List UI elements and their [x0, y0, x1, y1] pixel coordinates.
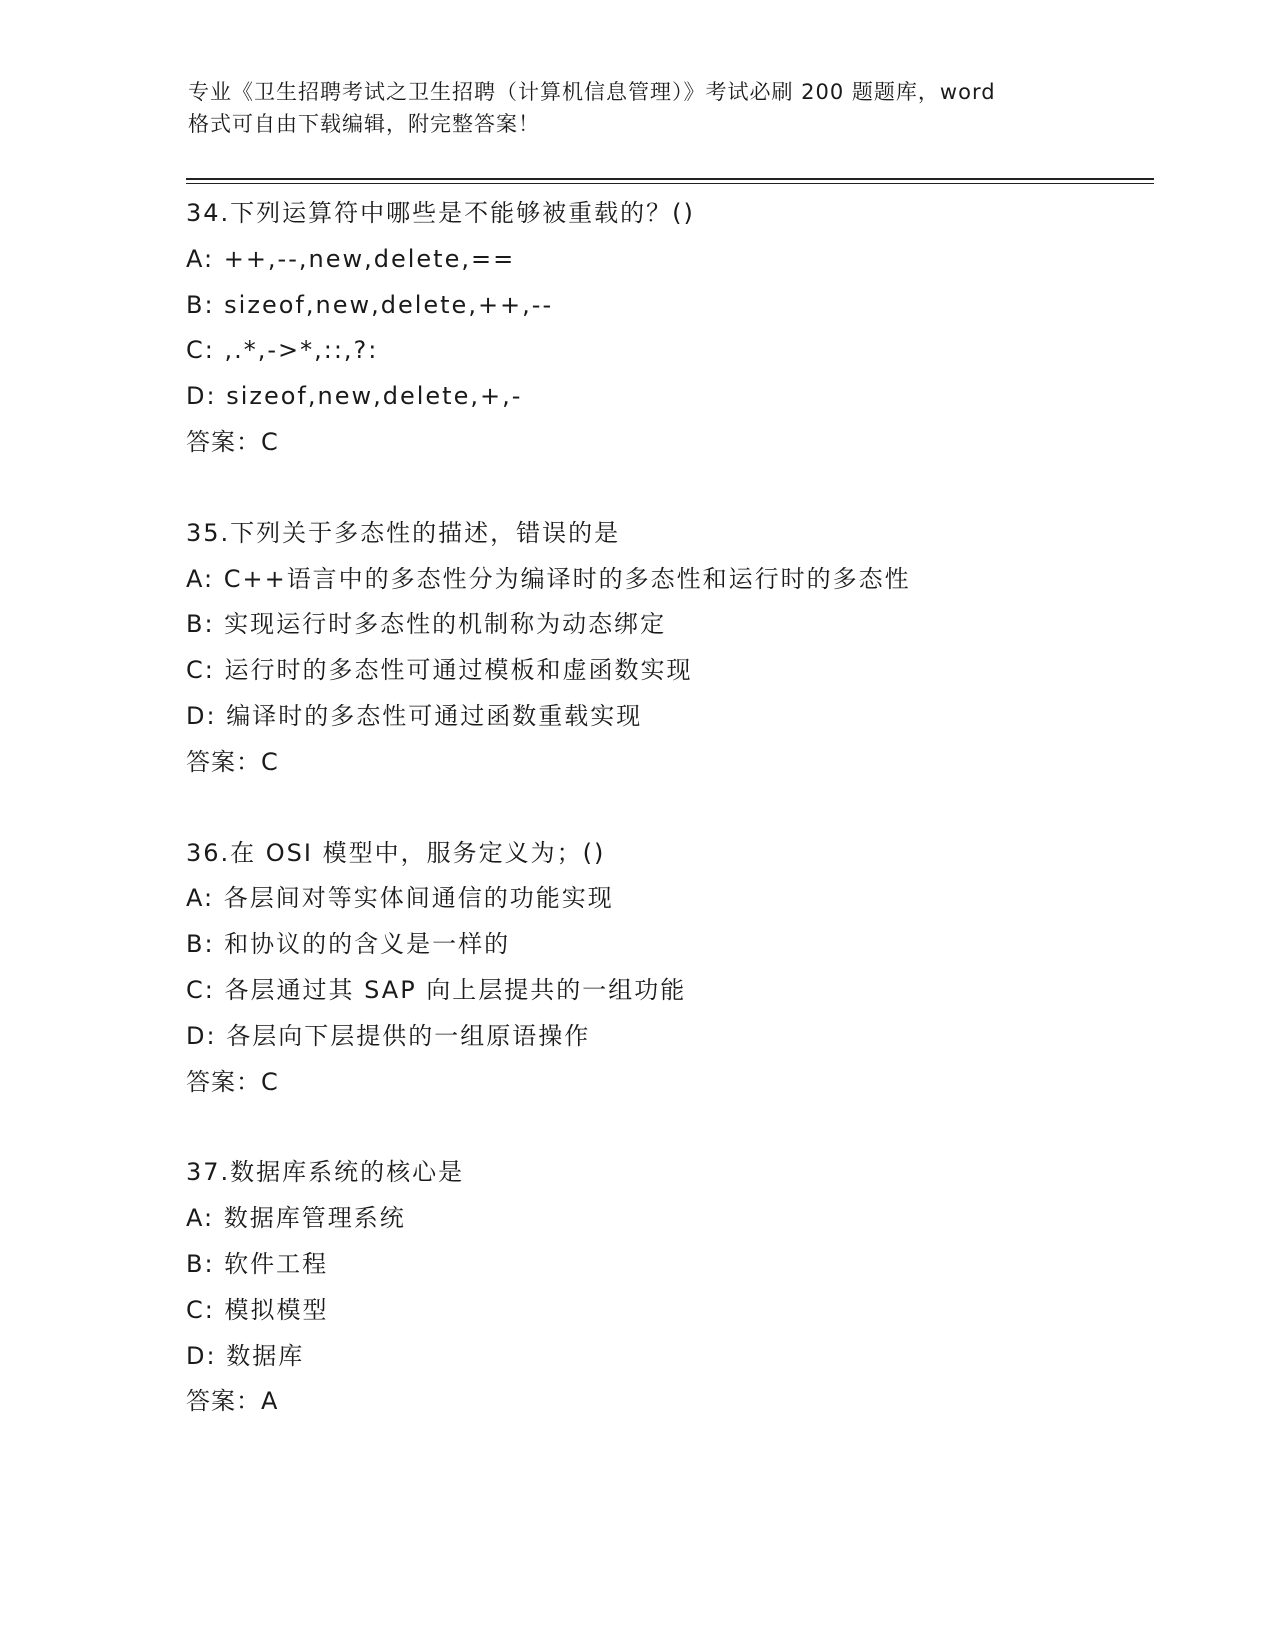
- document-header: [188, 76, 1108, 140]
- header-divider-thin: [186, 183, 1154, 184]
- option-c: C: 模拟模型: [186, 1295, 329, 1324]
- option-d: D: 数据库: [186, 1341, 305, 1370]
- option-a: A: ++,--,new,delete,==: [186, 244, 516, 273]
- answer-label: 答案：C: [186, 1067, 279, 1096]
- header-divider-thick: [186, 178, 1154, 180]
- question-stem: 34.下列运算符中哪些是不能够被重载的？(): [186, 199, 695, 227]
- option-d: D: sizeof,new,delete,+,-: [186, 382, 523, 411]
- header-line-2: 格式可自由下载编辑，附完整答案！: [188, 112, 540, 136]
- option-c: C: ,.*,->*,::,?:: [186, 336, 379, 365]
- answer-label: 答案：C: [186, 427, 279, 456]
- option-c: C: 各层通过其 SAP 向上层提共的一组功能: [186, 975, 687, 1004]
- option-a: A: 各层间对等实体间通信的功能实现: [186, 884, 614, 913]
- answer-label: 答案：C: [186, 747, 279, 776]
- option-d: D: 编译时的多态性可通过函数重载实现: [186, 701, 643, 730]
- question-36: [186, 831, 1154, 1106]
- option-b: B: 和协议的的含义是一样的: [186, 930, 511, 959]
- option-a: A: C++语言中的多态性分为编译时的多态性和运行时的多态性: [186, 564, 911, 593]
- option-c: C: 运行时的多态性可通过模板和虚函数实现: [186, 656, 693, 685]
- option-d: D: 各层向下层提供的一组原语操作: [186, 1021, 591, 1050]
- question-stem: 37.数据库系统的核心是: [186, 1158, 465, 1187]
- option-b: B: 软件工程: [186, 1249, 329, 1278]
- question-34: [186, 191, 1154, 466]
- option-b: B: sizeof,new,delete,++,--: [186, 290, 554, 319]
- question-list: [186, 191, 1154, 1470]
- header-line-1: 专业《卫生招聘考试之卫生招聘（计算机信息管理）》考试必刷 200 题题库，word: [188, 80, 996, 104]
- question-37: [186, 1150, 1154, 1425]
- question-stem: 36.在 OSI 模型中，服务定义为；(): [186, 838, 606, 867]
- option-b: B: 实现运行时多态性的机制称为动态绑定: [186, 610, 667, 639]
- option-a: A: 数据库管理系统: [186, 1204, 406, 1233]
- answer-label: 答案：A: [186, 1387, 279, 1416]
- question-stem: 35.下列关于多态性的描述，错误的是: [186, 518, 621, 547]
- question-35: [186, 511, 1154, 786]
